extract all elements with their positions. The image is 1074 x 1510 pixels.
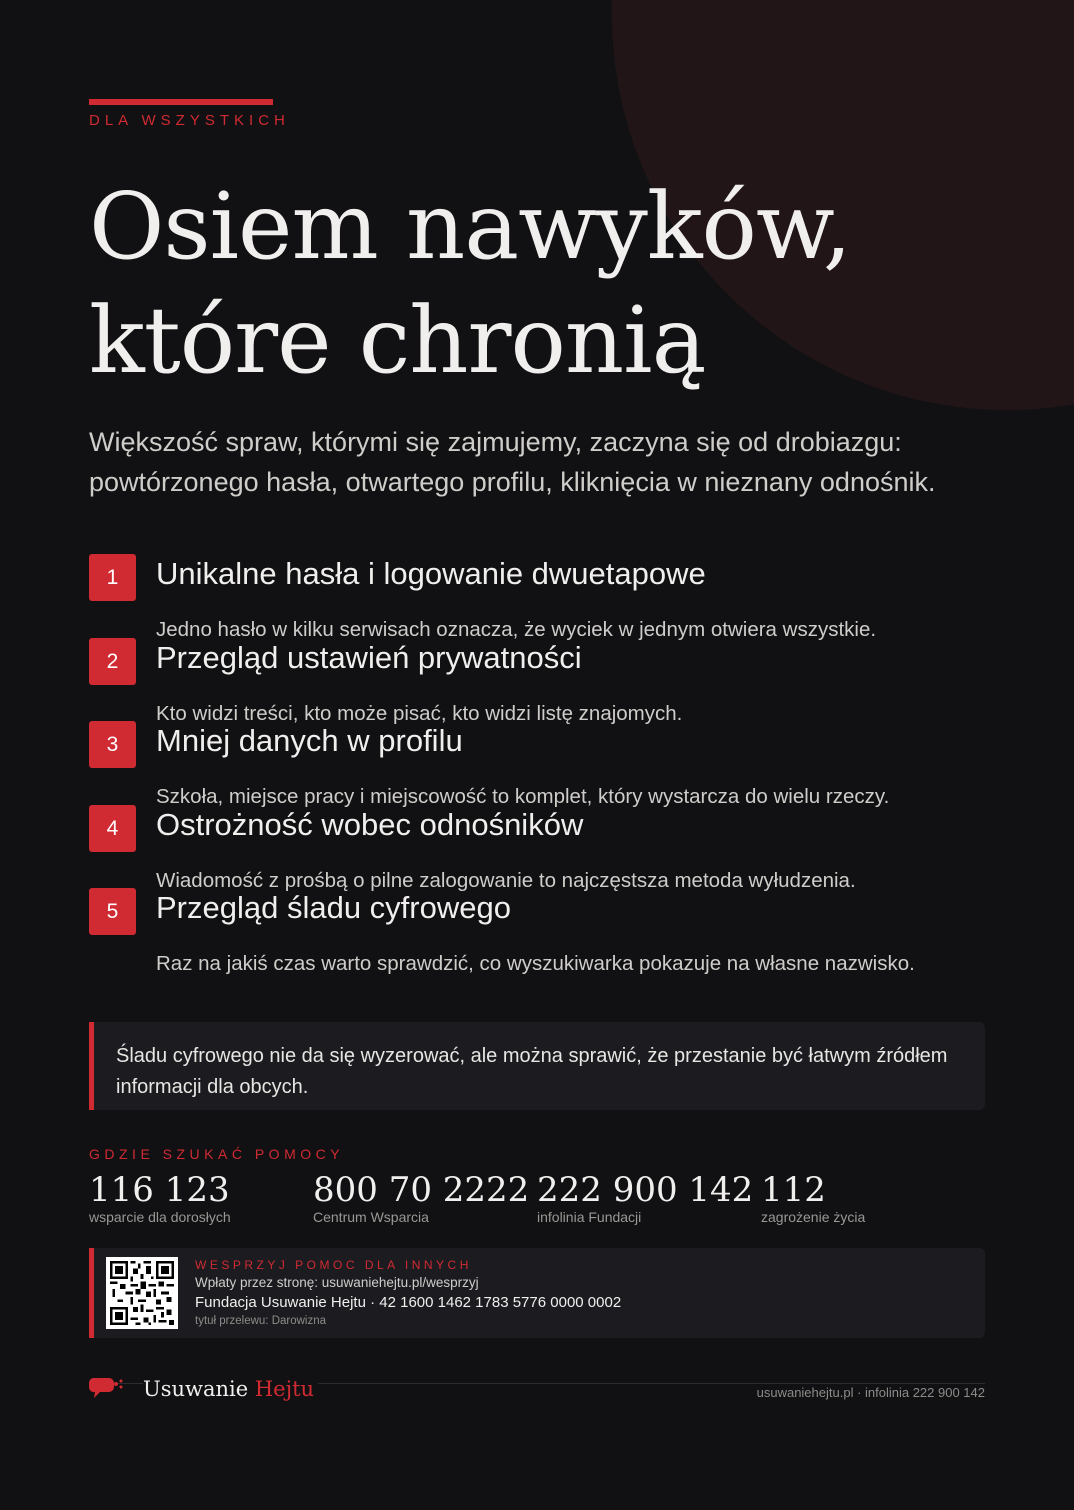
help-heading: GDZIE SZUKAĆ POMOCY [89,1146,345,1162]
habit-title: Przegląd śladu cyfrowego [156,890,511,925]
callout-quote: Śladu cyfrowego nie da się wyzerować, ale można sprawić, że przestanie być łatwym źródłem informacji dla obcych. [89,1022,985,1110]
logo-text-part1: Usuwanie [143,1377,255,1401]
logo-text [143,1377,318,1401]
help-phone-number[interactable]: 800 70 2222 [313,1170,530,1210]
habit-description: Jedno hasło w kilku serwisach oznacza, że wyciek w jednym otwiera wszystkie. [156,618,877,641]
help-phone-number[interactable]: 116 123 [89,1170,230,1210]
habit-title: Ostrożność wobec odnośników [156,807,584,842]
support-bank-account: Fundacja Usuwanie Hejtu · 42 1600 1462 1783 5776 0000 0002 [195,1294,622,1311]
headline-line-1: Osiem nawyków, [89,173,852,280]
qr-code-icon[interactable] [106,1257,178,1329]
help-label: zagrożenie życia [761,1209,866,1225]
habit-title: Przegląd ustawień prywatności [156,640,582,675]
support-website[interactable]: Wpłaty przez stronę: usuwaniehejtu.pl/wesprzyj [195,1275,479,1290]
intro-paragraph: Większość spraw, którymi się zajmujemy, zaczyna się od drobiazgu: powtórzonego hasła, otwartego profilu, kliknięcia w nieznany odnośnik. [89,427,936,497]
help-item-3 [537,1168,753,1225]
habit-description: Szkoła, miejsce pracy i miejscowość to komplet, który wystarcza do wielu rzeczy. [156,785,890,808]
habit-description: Wiadomość z prośbą o pilne zalogowanie to najczęstsza metoda wyłudzenia. [156,869,856,892]
headline [89,170,1069,398]
help-item-4 [761,1168,865,1225]
help-phone-number[interactable]: 222 900 142 [537,1170,754,1210]
help-phone-number[interactable]: 112 [761,1170,826,1210]
kicker-label: DLA WSZYSTKICH [89,112,290,129]
help-label: wsparcie dla dorosłych [89,1209,231,1225]
help-label: infolinia Fundacji [537,1209,642,1225]
speech-bubble-icon [89,1372,125,1407]
habit-number-badge: 2 [89,638,136,685]
kicker-accent-bar [89,99,273,105]
logo [89,1373,318,1405]
footer-contact[interactable]: usuwaniehejtu.pl · infolinia 222 900 142 [756,1385,985,1400]
help-item-1 [89,1168,231,1225]
support-heading: WESPRZYJ POMOC DLA INNYCH [195,1258,472,1272]
habit-number-badge: 4 [89,805,136,852]
habit-title: Unikalne hasła i logowanie dwuetapowe [156,556,706,591]
help-item-2 [313,1168,529,1225]
support-transfer-title: tytuł przelewu: Darowizna [195,1315,327,1327]
habit-number-badge: 1 [89,554,136,601]
habit-description: Kto widzi treści, kto może pisać, kto widzi listę znajomych. [156,702,683,725]
support-text [195,1257,621,1329]
habit-number-badge: 5 [89,888,136,935]
habit-title: Mniej danych w profilu [156,723,463,758]
habit-number-badge: 3 [89,721,136,768]
logo-text-accent: Hejtu [254,1377,315,1401]
headline-line-2: które chronią [89,287,706,394]
help-label: Centrum Wsparcia [313,1209,429,1225]
habit-description: Raz na jakiś czas warto sprawdzić, co wyszukiwarka pokazuje na własne nazwisko. [156,952,915,975]
support-panel [89,1248,985,1338]
